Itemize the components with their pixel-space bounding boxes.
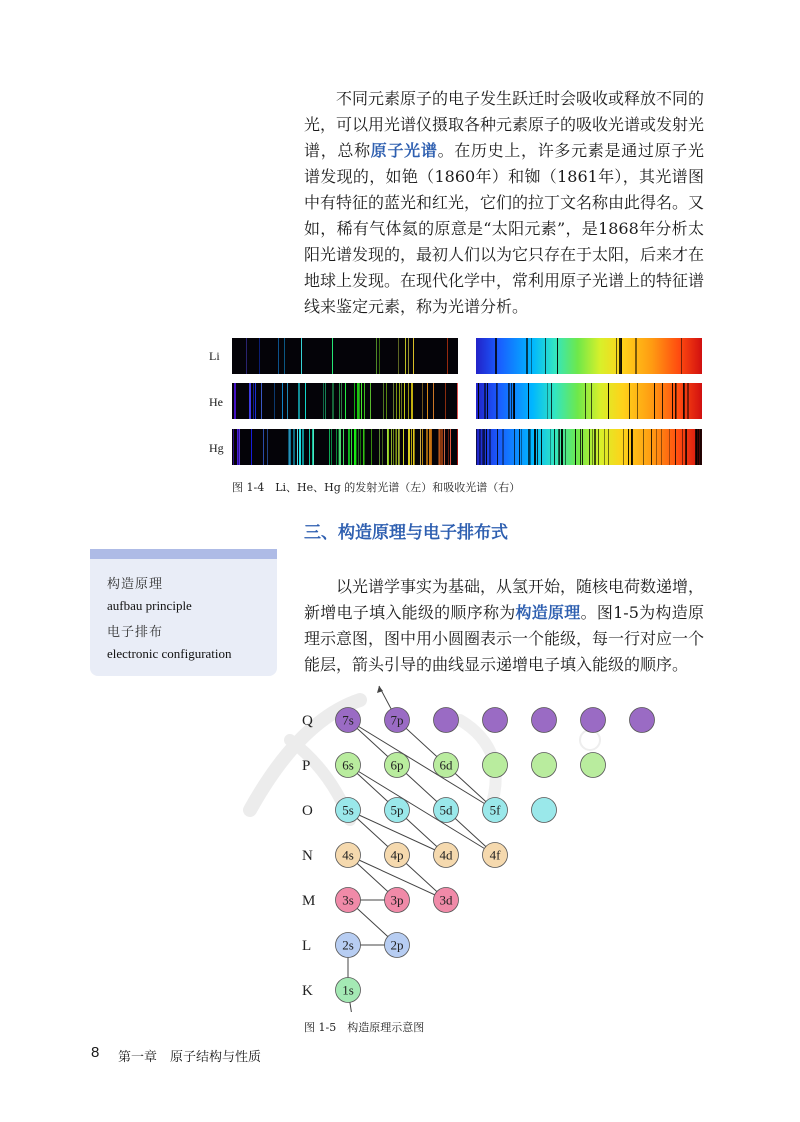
spectral-line: [558, 429, 559, 465]
spectral-line: [683, 383, 684, 419]
spectral-line: [623, 429, 624, 465]
spectral-line: [450, 429, 451, 465]
orbital-label: 5s: [342, 802, 354, 818]
spectral-line: [616, 338, 617, 374]
spectral-line: [370, 383, 371, 419]
spectral-line: [395, 429, 397, 465]
section-title: 三、构造原理与电子排布式: [304, 523, 508, 543]
orbital-circle: [434, 708, 459, 733]
spectral-line: [695, 429, 697, 465]
spectral-line: [361, 383, 362, 419]
glossary-term-en: electronic configuration: [107, 646, 232, 661]
glossary-box: [90, 549, 277, 676]
spectral-line: [489, 429, 491, 465]
spectral-line: [580, 429, 581, 465]
spectral-line: [497, 429, 498, 465]
chapter-title: 第一章 原子结构与性质: [118, 1050, 262, 1065]
spectral-line: [528, 383, 529, 419]
spectral-line: [448, 429, 449, 465]
spectral-line: [526, 338, 528, 374]
spectral-line: [305, 383, 306, 419]
shell-label: M: [302, 893, 316, 909]
spectral-line: [259, 338, 260, 374]
spectral-line: [349, 429, 350, 465]
orbital-label: 3s: [342, 892, 354, 908]
spectral-line: [332, 338, 333, 374]
spectral-line: [293, 429, 295, 465]
spectral-line: [457, 429, 458, 465]
spectral-line: [550, 429, 551, 465]
spectral-line: [267, 429, 268, 465]
orbital-label: 5p: [390, 802, 404, 818]
spectral-line: [403, 429, 404, 465]
spectral-line: [393, 429, 394, 465]
spectral-line: [255, 383, 256, 419]
spectral-line: [447, 338, 448, 374]
spectral-line: [495, 338, 497, 374]
spectral-line: [398, 338, 399, 374]
spectral-line: [263, 429, 264, 465]
orbital-label: 3p: [390, 892, 404, 908]
spectral-line: [420, 429, 421, 465]
spectral-line: [360, 429, 361, 465]
spectral-line: [483, 429, 485, 465]
glossary-term-cn: 构造原理: [107, 577, 164, 592]
spectral-line: [393, 383, 394, 419]
spectral-line: [391, 429, 392, 465]
orbital-circle: [532, 708, 557, 733]
spectral-line: [290, 429, 291, 465]
spectral-line: [643, 429, 644, 465]
spectral-line: [514, 429, 515, 465]
spectral-line: [672, 383, 673, 419]
spectral-line: [355, 429, 356, 465]
figure-1-4-caption: 图 1-4 Li、He、Hg 的发射光谱（左）和吸收光谱（右）: [232, 481, 521, 494]
spectral-line: [382, 429, 383, 465]
orbital-circle: [483, 753, 508, 778]
spectral-line: [675, 429, 676, 465]
spectral-line: [413, 429, 414, 465]
spectral-line: [503, 429, 504, 465]
spectral-line: [521, 429, 522, 465]
spectral-line: [343, 429, 344, 465]
spectral-line: [551, 383, 552, 419]
spectral-line: [480, 429, 481, 465]
term-atomic-spectrum: 原子光谱: [370, 141, 438, 160]
spectral-line: [376, 338, 377, 374]
spectral-line: [325, 383, 326, 419]
spectral-line: [408, 429, 410, 465]
spectral-line: [404, 383, 405, 419]
emission-spectrum-li: [232, 338, 458, 374]
spectral-line: [396, 383, 397, 419]
spectral-line: [547, 383, 548, 419]
shell-label: K: [302, 983, 313, 999]
spectral-line: [608, 429, 609, 465]
spectral-line: [313, 429, 314, 465]
spectral-line: [379, 429, 380, 465]
spectral-line: [298, 383, 299, 419]
spectral-line: [687, 383, 689, 419]
spectral-line: [582, 429, 583, 465]
orbital-label: 1s: [342, 982, 354, 998]
orbital-label: 6p: [390, 757, 404, 773]
spectral-line: [589, 429, 590, 465]
spectral-line: [511, 383, 512, 419]
spectral-line: [591, 383, 592, 419]
orbital-circle: [581, 753, 606, 778]
spectral-line: [383, 383, 384, 419]
spectral-line: [684, 383, 685, 419]
spectral-line: [557, 338, 558, 374]
spectral-line: [519, 429, 520, 465]
spectral-line: [284, 338, 285, 374]
orbital-label: 2s: [342, 937, 354, 953]
spectral-line: [299, 429, 301, 465]
spectral-line: [411, 383, 413, 419]
orbital-circle: [532, 798, 557, 823]
spectral-line: [594, 429, 596, 465]
spectral-line: [676, 383, 677, 419]
orbital-circle: [532, 753, 557, 778]
spectral-line: [629, 383, 630, 419]
spectral-line: [351, 429, 352, 465]
spectral-line: [497, 383, 498, 419]
spectral-line: [656, 429, 657, 465]
orbital-label: 7s: [342, 712, 354, 728]
spectral-line: [669, 429, 670, 465]
spectral-line: [508, 383, 509, 419]
spectral-line: [426, 429, 428, 465]
spectral-line: [251, 429, 252, 465]
spectral-line: [358, 429, 359, 465]
spectral-line: [246, 338, 247, 374]
spectral-line: [323, 383, 324, 419]
spectral-line: [445, 383, 446, 419]
spectral-line: [249, 383, 251, 419]
spectral-line: [604, 429, 605, 465]
spectral-line: [408, 338, 409, 374]
spectral-line: [654, 383, 655, 419]
spectral-line: [592, 429, 593, 465]
spectral-line: [363, 429, 365, 465]
spectral-line: [635, 338, 637, 374]
spectral-line: [554, 429, 555, 465]
spectral-line: [332, 338, 333, 374]
spectral-line: [476, 429, 477, 465]
spectral-line: [441, 429, 443, 465]
orbital-label: 5d: [439, 802, 453, 818]
shell-label: Q: [302, 713, 313, 729]
spectral-line: [565, 429, 566, 465]
spectral-line: [444, 429, 445, 465]
absorption-spectrum-hg: [476, 429, 702, 465]
spectral-line: [685, 429, 686, 465]
figure-1-5-caption: 图 1-5 构造原理示意图: [304, 1021, 425, 1034]
orbital-label: 4p: [390, 847, 404, 863]
spectrum-label-hg: Hg: [209, 441, 224, 455]
spectral-line: [309, 429, 310, 465]
spectral-line: [287, 383, 288, 419]
spectral-line: [301, 338, 302, 374]
glossary-header-bar: [90, 549, 277, 559]
spectral-line: [354, 383, 355, 419]
spectral-line: [541, 429, 542, 465]
spectral-line: [608, 383, 609, 419]
spectral-line: [278, 338, 279, 374]
spectral-line: [401, 383, 402, 419]
spectral-line: [621, 338, 622, 374]
spectral-line: [698, 429, 699, 465]
spectral-line: [386, 383, 387, 419]
spectral-line: [371, 429, 372, 465]
spectral-line: [662, 383, 663, 419]
intro-paragraph: 不同元素原子的电子发生跃迁时会吸收或释放不同的光，可以用光谱仪摄取各种元素原子的吸收光谱或发射光谱，总称原子光谱。在历史上，许多元素是通过原子光谱发现的，如铯（1860年）和铷（1861年），其光谱图中有特征的蓝光和红光，它们的拉丁文名称由此得名。又如，稀有气体氦的原意是“太阳元素”，是1868年分析太阳光谱发现的，最初人们以为它只存在于太阳，后来才在地球上发现。在现代化学中，常利用原子光谱上的特征谱线来鉴定元素，称为光谱分析。: [304, 89, 705, 316]
orbital-label: 4f: [489, 847, 501, 863]
spectral-line: [341, 383, 342, 419]
spectral-line: [631, 429, 632, 465]
spectral-line: [651, 429, 652, 465]
spectral-line: [339, 383, 340, 419]
spectral-line: [661, 429, 662, 465]
spectral-line: [388, 429, 389, 465]
spectral-line: [399, 383, 400, 419]
spectral-line: [575, 429, 576, 465]
filling-order-curve: [348, 686, 495, 1012]
spectral-line: [364, 383, 365, 419]
orbital-label: 6d: [439, 757, 453, 773]
aufbau-paragraph: 以光谱学事实为基础，从氢开始，随核电荷数递增，新增电子填入能级的顺序称为构造原理。图1-5为构造原理示意图，图中用小圆圈表示一个能级，每一行对应一个能层，箭头引导的曲线显示递增电子填入能级的顺序。: [304, 577, 705, 674]
spectral-line: [561, 429, 562, 465]
shell-label: O: [302, 803, 313, 819]
spectral-line: [411, 429, 412, 465]
spectral-line: [274, 383, 275, 419]
spectral-line: [345, 383, 346, 419]
spectral-line: [439, 429, 441, 465]
spectral-line: [528, 429, 530, 465]
orbital-label: 4s: [342, 847, 354, 863]
spectral-line: [413, 338, 414, 374]
spectral-line: [479, 429, 480, 465]
absorption-spectrum-li: [476, 338, 702, 374]
glossary-term-en: aufbau principle: [107, 598, 192, 613]
spectral-line: [332, 383, 334, 419]
spectral-line: [299, 383, 300, 419]
spectral-line: [431, 429, 432, 465]
spectral-line: [329, 429, 330, 465]
shell-label: N: [302, 848, 313, 864]
spectral-line: [422, 383, 423, 419]
shell-label: L: [302, 938, 312, 954]
glossary-term-cn: 电子排布: [107, 625, 164, 640]
emission-spectrum-hg: [232, 429, 458, 465]
spectral-line: [289, 429, 290, 465]
spectral-line: [537, 429, 538, 465]
spectral-line: [486, 429, 487, 465]
orbital-circle: [483, 708, 508, 733]
spectral-line: [233, 429, 234, 465]
orbital-label: 7p: [390, 712, 404, 728]
spectral-line: [422, 429, 423, 465]
spectral-line: [297, 429, 298, 465]
orbital-label: 2p: [390, 937, 404, 953]
orbital-circle: [581, 708, 606, 733]
spectral-line: [457, 383, 458, 419]
spectral-line: [282, 383, 283, 419]
spectral-line: [514, 383, 515, 419]
orbital-label: 4d: [439, 847, 453, 863]
spectral-line: [545, 338, 546, 374]
spectral-line: [399, 429, 400, 465]
shell-label: P: [302, 758, 311, 774]
spectral-line: [331, 429, 332, 465]
spectral-line: [585, 383, 586, 419]
aufbau-diagram: [280, 682, 680, 1012]
spectral-line: [348, 429, 349, 465]
spectral-line: [379, 338, 380, 374]
spectral-line: [701, 429, 702, 465]
spectral-line: [234, 383, 236, 419]
spectral-line: [408, 383, 409, 419]
spectral-line: [534, 429, 536, 465]
spectral-line: [531, 338, 532, 374]
spectrum-label-li: Li: [209, 349, 220, 363]
spectral-line: [405, 338, 406, 374]
orbital-label: 6s: [342, 757, 354, 773]
spectral-line: [682, 429, 683, 465]
spectral-line: [302, 429, 304, 465]
spectrum-label-he: He: [209, 395, 223, 409]
spectral-line: [628, 429, 629, 465]
spectral-line: [427, 383, 428, 419]
spectral-line: [253, 383, 254, 419]
orbital-label: 3d: [439, 892, 453, 908]
spectral-line: [487, 383, 488, 419]
spectral-line: [359, 383, 360, 419]
emission-spectrum-he: [232, 383, 458, 419]
spectral-line: [598, 429, 599, 465]
term-aufbau-principle: 构造原理: [515, 603, 581, 622]
spectral-line: [681, 338, 682, 374]
spectral-line: [237, 429, 239, 465]
page-number: 8: [91, 1044, 100, 1061]
spectral-line: [637, 383, 638, 419]
orbital-label: 5f: [489, 802, 501, 818]
spectral-line: [478, 383, 479, 419]
spectral-line: [433, 383, 434, 419]
spectral-line: [339, 429, 341, 465]
spectral-line: [261, 383, 262, 419]
absorption-spectrum-he: [476, 383, 702, 419]
orbital-circle: [630, 708, 655, 733]
